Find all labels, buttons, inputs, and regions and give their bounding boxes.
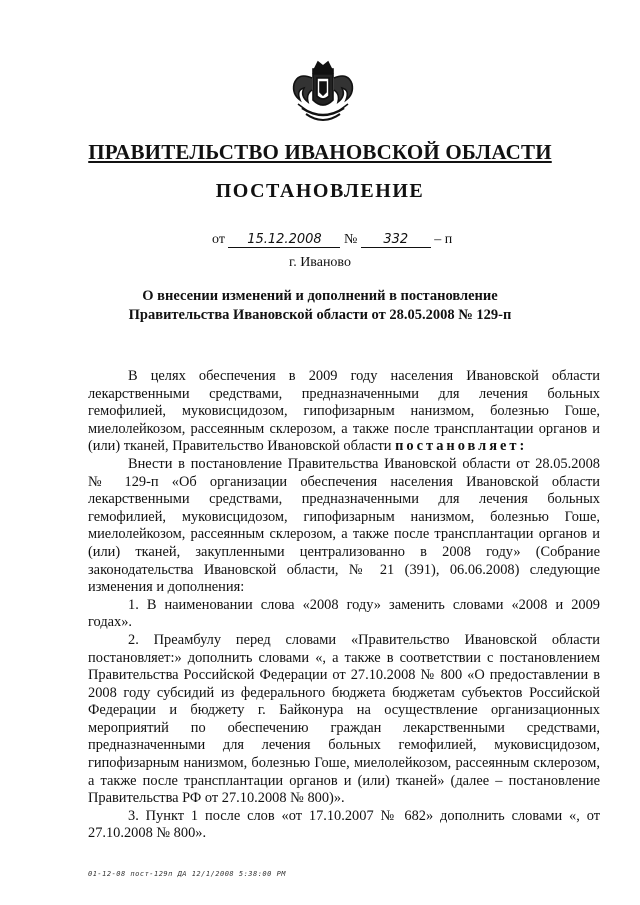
document-body <box>88 368 600 843</box>
item-3-paragraph: 3. Пункт 1 после слов «от 17.10.2007 № 682» дополнить словами «, от 27.10.2008 № 800». <box>88 807 600 842</box>
date-value: 15.12.2008 <box>228 232 340 248</box>
item-1-paragraph: 1. В наименовании слова «2008 году» заменить словами «2008 и 2009 годах». <box>88 596 600 631</box>
amendment-paragraph: Внести в постановление Правительства Ивановской области от 28.05.2008 № 129-п «Об организации обеспечения населения Ивановской области лекарственными средствами, предназначенными для лечения больных гемофилией, муковисцидозом, гипофизарным нанизмом, болезнью Гоше, миелолейкозом, рассеянным склерозом, а также после трансплантации органов и (или) тканей, закупленными централизованно в 2008 году» (Собрание законодательства Ивановской области, № 21 (391), 06.06.2008) следующие изменения и дополнения: <box>88 455 600 596</box>
coat-of-arms-emblem <box>288 60 358 130</box>
item-2-paragraph: 2. Преамбулу перед словами «Правительство Ивановской области постановляет:» дополнить словами «, а также в соответствии с постановлением Правительства Российской Федерации от 27.10.2008 № 800 «О предоставлении в 2008 году субсидий из федерального бюджета бюджетам субъектов Российской Федерации и бюджету г. Байконура на осуществление организационных мероприятий по обеспечению граждан лекарственными средствами, предназначенными для лечения больных гемофилией, муковисцидозом, гипофизарным нанизмом, болезнью Гоше, миелолейкозом, рассеянным склерозом, а также после трансплантации органов и (или) тканей» (далее – постановление Правительства РФ от 27.10.2008 № 800)». <box>88 631 600 807</box>
intro-paragraph <box>88 368 600 456</box>
number-value: 332 <box>361 232 431 248</box>
subject-line-1: О внесении изменений и дополнений в постановление <box>142 288 498 304</box>
file-footer: 01-12-08 пост-129п ДА 12/1/2008 5:38:00 PM <box>88 870 287 878</box>
decree-word: постановляет: <box>395 438 528 455</box>
city-name: г. Иваново <box>289 255 351 270</box>
number-prefix: № <box>343 232 358 247</box>
subject-line-2: Правительства Ивановской области от 28.05.2008 № 129-п <box>128 307 512 323</box>
date-prefix: от <box>212 232 225 247</box>
document-subject <box>0 287 640 325</box>
document-type-title: ПОСТАНОВЛЕНИЕ <box>215 180 425 202</box>
intro-text: В целях обеспечения в 2009 году населения Ивановской области лекарственными средствами, предназначенными для лечения больных гемофилией, муковисцидозом, гипофизарным нанизмом, болезнью Гоше, миелолейкозом, рассеянным склерозом, а также после трансплантации органов и (или) тканей, Правительство Ивановской области <box>88 368 600 455</box>
number-suffix: – п <box>434 232 453 247</box>
date-number-line <box>212 232 452 248</box>
organization-title: ПРАВИТЕЛЬСТВО ИВАНОВСКОЙ ОБЛАСТИ <box>88 140 552 164</box>
